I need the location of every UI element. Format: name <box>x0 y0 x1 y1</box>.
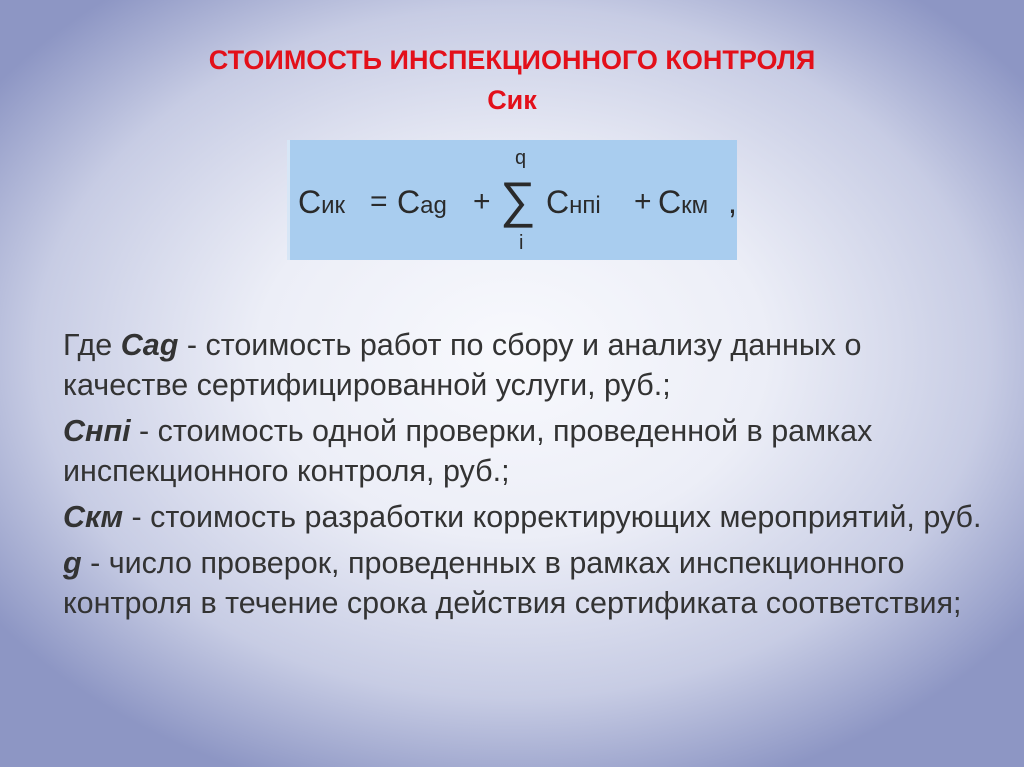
sum-symbol: ∑ <box>500 172 536 228</box>
definition-symbol: Снпi <box>63 414 131 448</box>
definitions-lead: Где <box>63 328 121 362</box>
sum-upper-limit: q <box>515 147 527 169</box>
definition-symbol: Сag <box>120 328 179 362</box>
title-line-2: Сик <box>487 85 537 115</box>
title-line-1: СТОИМОСТЬ ИНСПЕКЦИОННОГО КОНТРОЛЯ <box>208 45 816 75</box>
definition-text: - число проверок, проведенных в рамках инспекционного контроля в течение срока действия сертификата соответствия; <box>63 546 962 620</box>
definition-text: - стоимость разработки корректирующих мероприятий, руб. <box>123 500 982 534</box>
definitions-list <box>63 325 983 629</box>
formula-lhs: Сик <box>298 184 346 220</box>
formula-plus-2: + <box>634 185 652 218</box>
definition-symbol: Скм <box>63 500 124 534</box>
definition-text: - стоимость работ по сбору и анализу данных о качестве сертифицированной услуги, руб.; <box>63 328 862 402</box>
formula-plus-1: + <box>473 185 491 218</box>
definition-cag <box>63 325 983 405</box>
definition-symbol: g <box>63 546 82 580</box>
formula-equals: = <box>370 185 388 218</box>
definition-cnpi <box>63 411 983 491</box>
formula-box <box>287 140 737 260</box>
definition-text: - стоимость одной проверки, проведенной в рамках инспекционного контроля, руб.; <box>63 414 873 488</box>
formula-term-npi: Снпi <box>546 184 601 220</box>
sum-lower-limit: i <box>519 232 524 254</box>
formula-term-km: Скм <box>658 184 709 220</box>
slide-title <box>0 40 1024 120</box>
definition-g <box>63 543 983 623</box>
formula-term-ag: Сag <box>397 184 447 220</box>
formula-comma: , <box>728 184 737 220</box>
definition-ckm <box>63 497 983 537</box>
